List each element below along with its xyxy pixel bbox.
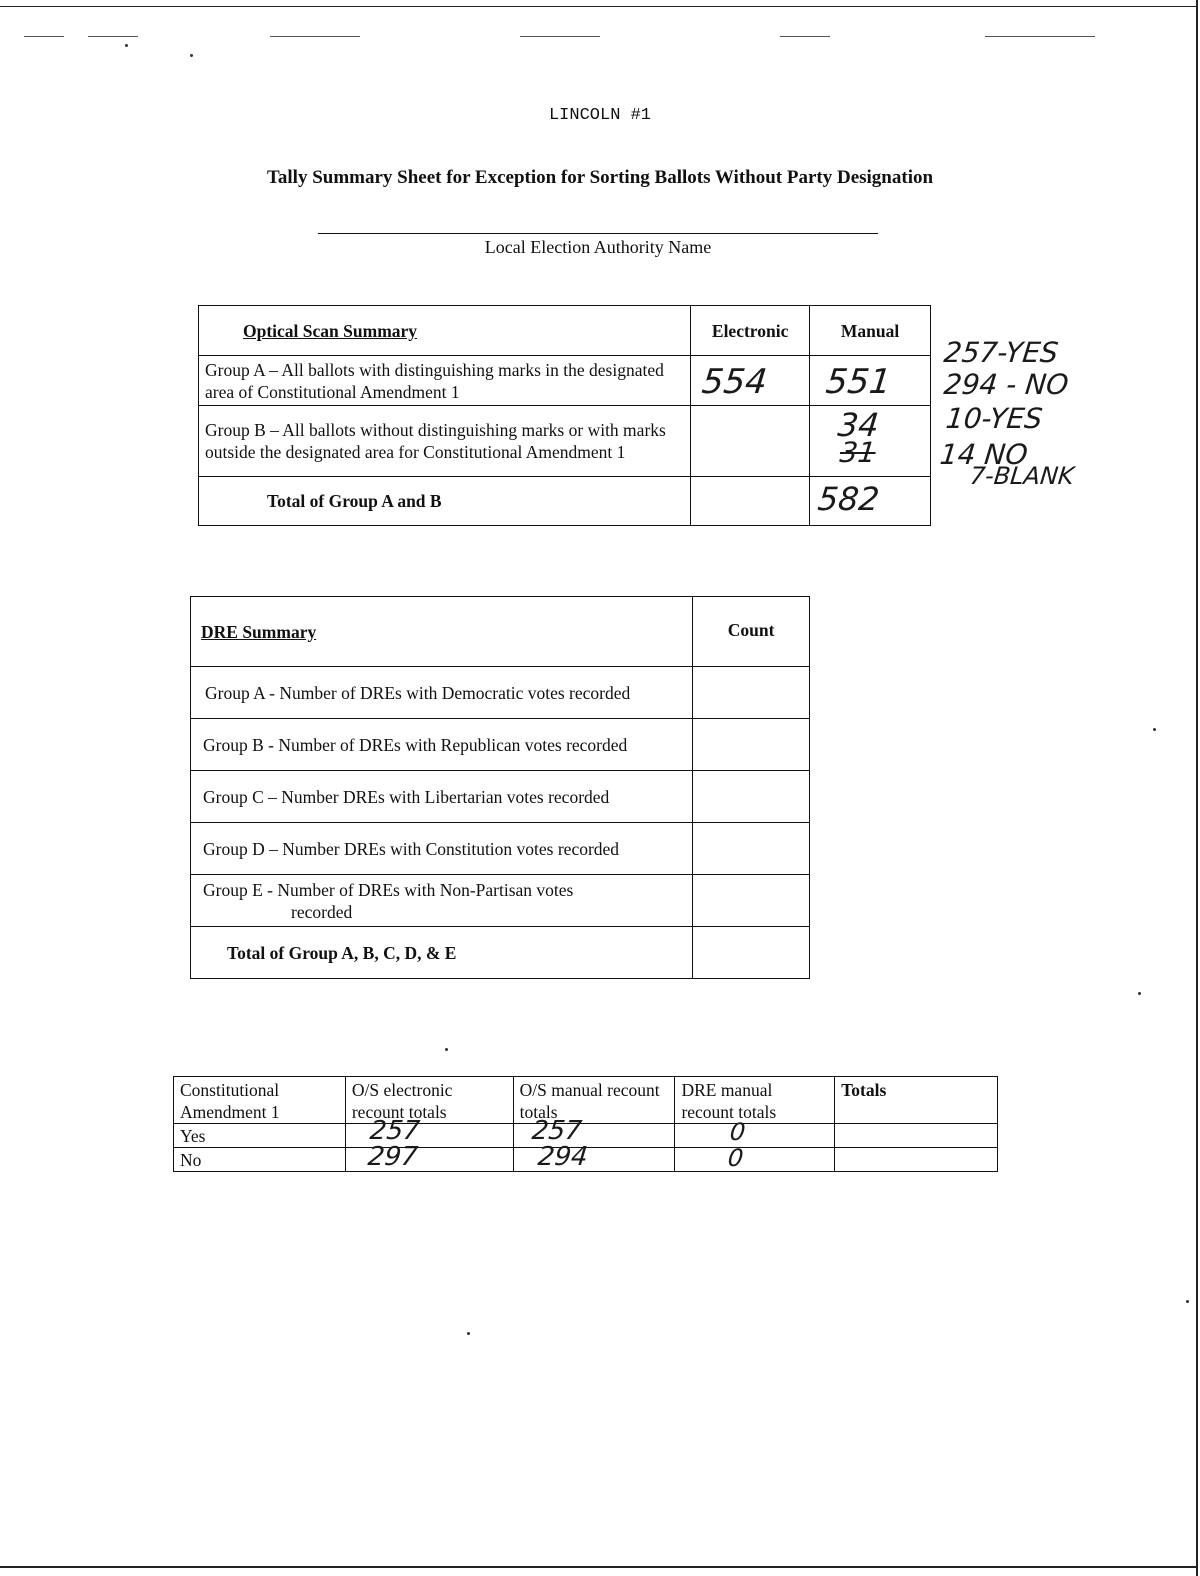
scan-speck <box>445 1048 448 1051</box>
margin-note: 10-YES <box>944 402 1044 435</box>
dre-group-e-count <box>693 875 810 927</box>
dre-summary-header: DRE Summary <box>191 597 693 667</box>
handwritten-group-b-manual: 34 <box>836 406 881 444</box>
handwritten-yes-os-electronic: 257 <box>368 1116 422 1146</box>
dre-group-a-count <box>693 667 810 719</box>
scan-speck <box>467 1332 470 1335</box>
yes-dre-manual-cell <box>675 1124 835 1148</box>
dre-group-c-count <box>693 771 810 823</box>
col-electronic: Electronic <box>691 306 810 356</box>
handwritten-no-os-electronic: 297 <box>366 1142 420 1172</box>
group-b-electronic-cell <box>691 406 810 477</box>
total-ab-label: Total of Group A and B <box>199 477 691 526</box>
scan-artifact <box>88 36 138 37</box>
dre-group-b-count <box>693 719 810 771</box>
group-a-label: Group A – All ballots with distinguishing marks in the designated area of Constitutional Amendment 1 <box>199 356 691 406</box>
scan-artifact <box>24 36 64 37</box>
handwritten-no-dre-manual: 0 <box>726 1144 745 1172</box>
margin-note: 14 NO <box>938 438 1030 471</box>
amendment-header: Constitutional Amendment 1 <box>174 1077 346 1124</box>
handwritten-total-manual: 582 <box>816 480 882 518</box>
handwritten-group-a-manual: 551 <box>823 362 894 402</box>
col-manual: Manual <box>810 306 931 356</box>
os-manual-header: O/S manual recount totals <box>513 1077 675 1124</box>
no-totals-cell <box>835 1148 998 1172</box>
dre-total-count <box>693 927 810 979</box>
top-border-line <box>0 6 1196 7</box>
dre-group-b-label: Group B - Number of DREs with Republican votes recorded <box>191 719 693 771</box>
no-dre-manual-cell <box>675 1148 835 1172</box>
margin-note: 257-YES <box>942 336 1060 369</box>
no-label: No <box>174 1148 346 1172</box>
os-electronic-header: O/S electronic recount totals <box>345 1077 513 1124</box>
handwritten-no-os-manual: 294 <box>536 1142 590 1172</box>
margin-note: 294 - NO <box>942 368 1071 401</box>
scan-speck <box>125 44 128 47</box>
scan-artifact <box>985 36 1095 37</box>
handwritten-yes-os-manual: 257 <box>530 1116 584 1146</box>
dre-group-c-label: Group C – Number DREs with Libertarian votes recorded <box>191 771 693 823</box>
dre-group-e-label: Group E - Number of DREs with Non-Partisan votes recorded <box>191 875 693 927</box>
dre-group-d-count <box>693 823 810 875</box>
margin-note: 7-BLANK <box>968 462 1076 490</box>
scan-speck <box>1138 992 1141 995</box>
scan-artifact <box>780 36 830 37</box>
page-title: Tally Summary Sheet for Exception for Sorting Ballots Without Party Designation <box>266 167 934 188</box>
group-b-label: Group B – All ballots without distinguishing marks or with marks outside the designated area for Constitutional Amendment 1 <box>199 406 691 477</box>
dre-group-a-label: Group A - Number of DREs with Democratic votes recorded <box>191 667 693 719</box>
right-border-line <box>1196 0 1198 1576</box>
handwritten-group-b-manual-struck: 31 <box>838 436 878 469</box>
handwritten-yes-dre-manual: 0 <box>728 1118 747 1146</box>
dre-manual-header: DRE manual recount totals <box>675 1077 835 1124</box>
totals-header: Totals <box>835 1077 998 1124</box>
yes-label: Yes <box>174 1124 346 1148</box>
scan-speck <box>1186 1300 1189 1303</box>
handwritten-group-a-electronic: 554 <box>699 362 770 402</box>
authority-label: Local Election Authority Name <box>484 237 712 257</box>
total-ab-electronic-cell <box>691 477 810 526</box>
scan-speck <box>1153 728 1156 731</box>
scan-artifact <box>520 36 600 37</box>
dre-group-d-label: Group D – Number DREs with Constitution votes recorded <box>191 823 693 875</box>
precinct-name: LINCOLN #1 <box>548 106 652 125</box>
col-count: Count <box>693 597 810 667</box>
yes-totals-cell <box>835 1124 998 1148</box>
bottom-border-line <box>0 1566 1196 1568</box>
scan-artifact <box>270 36 360 37</box>
dre-total-label: Total of Group A, B, C, D, & E <box>191 927 693 979</box>
scan-speck <box>190 54 193 57</box>
authority-signature-line <box>318 233 878 234</box>
dre-summary-table <box>190 596 810 979</box>
optical-scan-header: Optical Scan Summary <box>199 306 691 356</box>
